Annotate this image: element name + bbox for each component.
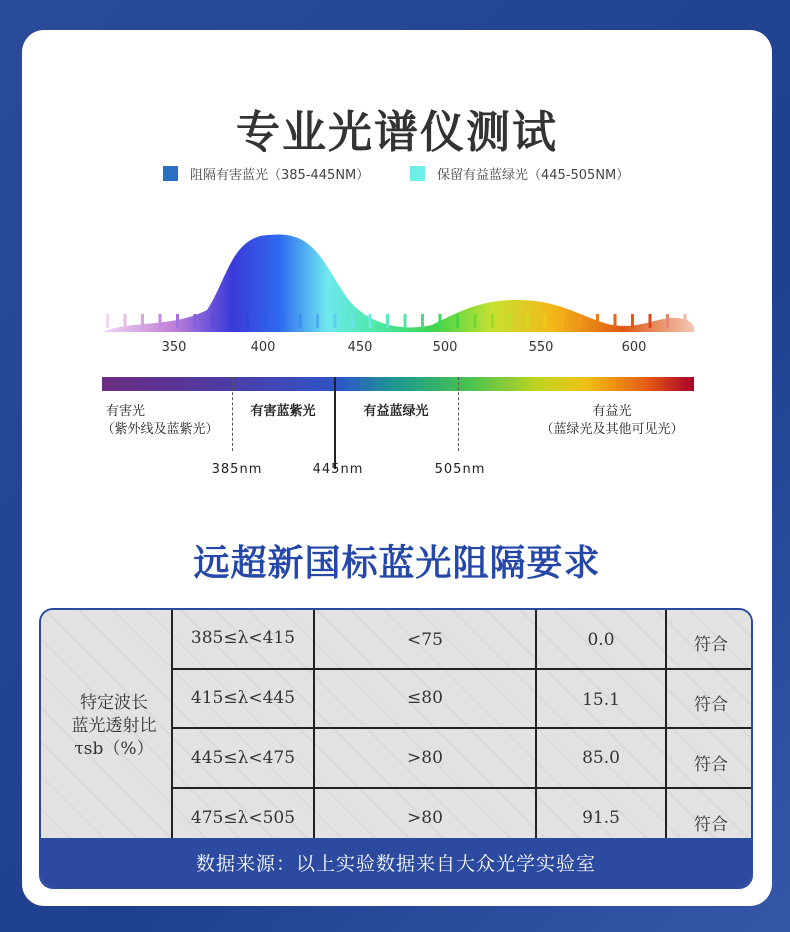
axis-tick-label: 550 bbox=[528, 340, 554, 355]
result: 符合 bbox=[694, 695, 728, 715]
table-grid-line bbox=[171, 668, 753, 670]
limit-value: >80 bbox=[407, 808, 443, 828]
spectrum-tick bbox=[666, 314, 669, 328]
header-line: 特定波长 bbox=[80, 692, 148, 713]
spectrum-tick bbox=[561, 314, 564, 328]
legend-label: 保留有益蓝绿光（445-505NM） bbox=[437, 168, 630, 183]
band-note: （紫外线及蓝紫光） bbox=[101, 422, 219, 437]
axis-tick-label: 600 bbox=[621, 340, 647, 355]
spectrum-legend bbox=[22, 164, 772, 184]
measured-value: 91.5 bbox=[582, 808, 620, 828]
spectrum-tick bbox=[421, 314, 424, 328]
boundary-385-line bbox=[232, 377, 233, 451]
spectrum-tick bbox=[649, 314, 652, 328]
spectrum-tick bbox=[369, 314, 372, 328]
spectrum-tick bbox=[159, 314, 162, 328]
spectrum-tick bbox=[631, 314, 634, 328]
axis-tick-label: 350 bbox=[161, 340, 187, 355]
measured-value: 15.1 bbox=[582, 690, 620, 710]
band-title: 有害光 bbox=[106, 404, 146, 419]
boundary-505-line bbox=[458, 377, 459, 451]
spectrum-tick bbox=[106, 314, 109, 328]
table-grid-line bbox=[171, 727, 753, 729]
result: 符合 bbox=[694, 815, 728, 835]
band-note: （蓝绿光及其他可见光） bbox=[540, 422, 684, 437]
spectrum-tick bbox=[614, 314, 617, 328]
axis-tick-label: 500 bbox=[432, 340, 458, 355]
measured-value: 85.0 bbox=[582, 748, 620, 768]
result: 符合 bbox=[694, 635, 728, 655]
spectrum-tick bbox=[299, 314, 302, 328]
spectrum-tick bbox=[141, 314, 144, 328]
boundary-label: 445nm bbox=[312, 462, 364, 477]
band-harmful-blue bbox=[238, 403, 328, 421]
wavelength-range: 445≤λ<475 bbox=[190, 748, 296, 768]
spectrum-tick bbox=[491, 314, 494, 328]
test-report-table bbox=[41, 610, 753, 842]
band-title: 有益蓝绿光 bbox=[363, 404, 429, 419]
spectrum-tick bbox=[211, 314, 214, 328]
spectrum-tick bbox=[334, 314, 337, 328]
spectrum-tick bbox=[176, 314, 179, 328]
legend-swatch-blue bbox=[163, 166, 178, 181]
result: 符合 bbox=[694, 755, 728, 775]
page-title: 专业光谱仪测试 bbox=[236, 107, 558, 158]
spectrum-tick bbox=[194, 314, 197, 328]
spectrum-tick bbox=[316, 314, 319, 328]
wavelength-range: 475≤λ<505 bbox=[190, 808, 296, 828]
spectrum-curve-graphic bbox=[22, 200, 772, 335]
spectrum-tick bbox=[544, 314, 547, 328]
spectrum-tick bbox=[404, 314, 407, 328]
legend-item-beneficial bbox=[410, 164, 629, 183]
spectrum-tick bbox=[246, 314, 249, 328]
band-beneficial-light bbox=[522, 403, 702, 439]
legend-label: 阻隔有害蓝光（385-445NM） bbox=[190, 168, 370, 183]
boundary-445-line bbox=[334, 377, 336, 469]
band-beneficial-blue-green bbox=[340, 403, 452, 421]
limit-value: ≤80 bbox=[407, 688, 443, 708]
header-line: 蓝光透射比 bbox=[71, 715, 157, 736]
spectrum-tick bbox=[124, 314, 127, 328]
boundary-label: 385nm bbox=[211, 462, 263, 477]
spectrum-tick bbox=[281, 314, 284, 328]
axis-tick-label: 400 bbox=[250, 340, 276, 355]
spectrum-tick bbox=[596, 314, 599, 328]
content-card bbox=[22, 30, 772, 906]
measured-value: 0.0 bbox=[587, 630, 615, 650]
wavelength-band-bar bbox=[102, 377, 694, 391]
wavelength-axis bbox=[22, 340, 772, 360]
spectrum-tick bbox=[526, 314, 529, 328]
legend-swatch-cyan bbox=[410, 166, 425, 181]
test-report-image bbox=[39, 608, 753, 889]
wavelength-range: 385≤λ<415 bbox=[190, 628, 296, 648]
spectrum-tick bbox=[351, 314, 354, 328]
band-harmful-light bbox=[94, 403, 226, 439]
spectrum-tick bbox=[229, 314, 232, 328]
axis-tick-label: 450 bbox=[347, 340, 373, 355]
spectrum-curve bbox=[102, 234, 694, 332]
spectrum-tick bbox=[579, 314, 582, 328]
wavelength-range: 415≤λ<445 bbox=[190, 688, 296, 708]
spectrum-tick bbox=[474, 314, 477, 328]
limit-value: <75 bbox=[407, 630, 443, 650]
table-row-header bbox=[55, 610, 173, 842]
section-heading: 远超新国标蓝光阻隔要求 bbox=[193, 543, 601, 584]
spectrum-tick bbox=[509, 314, 512, 328]
spectrum-tick bbox=[264, 314, 267, 328]
spectrum-tick bbox=[456, 314, 459, 328]
spectrum-tick bbox=[386, 314, 389, 328]
header-line: τsb（%） bbox=[74, 738, 154, 759]
legend-item-harmful bbox=[163, 164, 369, 183]
spectrum-tick bbox=[439, 314, 442, 328]
boundary-label: 505nm bbox=[434, 462, 486, 477]
table-grid-line bbox=[171, 787, 753, 789]
data-source-footer: 数据来源：以上实验数据来自大众光学实验室 bbox=[41, 838, 751, 887]
spectrum-tick bbox=[684, 314, 687, 328]
band-title: 有益光 bbox=[592, 404, 632, 419]
band-title: 有害蓝紫光 bbox=[250, 404, 316, 419]
limit-value: >80 bbox=[407, 748, 443, 768]
